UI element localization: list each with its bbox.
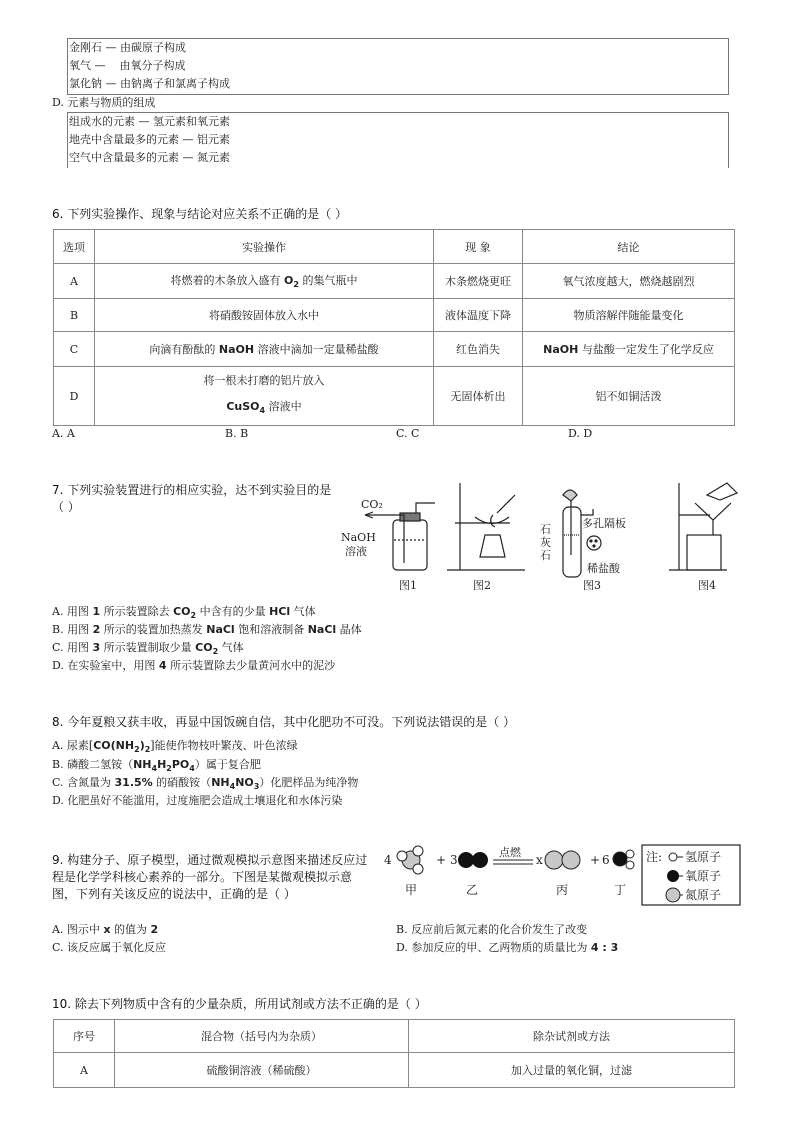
label-jia: 甲 <box>405 883 418 897</box>
q6-choice-b[interactable]: B. B <box>225 427 249 440</box>
q10-no: A <box>54 1053 115 1088</box>
molecule-yi <box>458 852 488 868</box>
legend-h-icon <box>669 853 677 861</box>
q8-option-b[interactable]: B. 磷酸二氢铵$(NH_4H_2PO_4)$属于复合肥 <box>52 758 261 774</box>
q6-phen: 红色消失 <box>434 332 523 367</box>
d-box-line: 组成水的元素 — 氢元素和氧元素 <box>69 115 230 128</box>
q10-method: 加入过量的氧化铜，过滤 <box>409 1053 735 1088</box>
q9-option-b[interactable]: B. 反应前后氮元素的化合价发生了改变 <box>396 923 588 936</box>
table-row <box>54 264 735 299</box>
d-box-line: 地壳中含量最多的元素 — 铝元素 <box>69 133 230 146</box>
q6-opt: C <box>54 332 95 367</box>
q6-header: 结论 <box>523 230 735 264</box>
legend-nitrogen: 氮原子 <box>685 888 722 902</box>
fig3-stone-3: 石 <box>540 549 551 562</box>
q10-title: 10. 除去下列物质中含有的少量杂质，所用试剂或方法不正确的是（ ） <box>52 997 427 1011</box>
reaction-arrow-lines <box>493 860 533 864</box>
q6-concl: 铝不如铜活泼 <box>523 367 735 426</box>
q7-option-d[interactable]: D. 在实验室中，用图 4 所示装置除去少量黄河水中的泥沙 <box>52 659 336 672</box>
q7-title-paren: （ ） <box>52 500 80 514</box>
q8-option-c[interactable]: C. 含氮量为 31.5% 的硝酸铵$(NH_4NO_3)$化肥样品为纯净物 <box>52 776 359 792</box>
q10-mix: 硫酸铜溶液（稀硫酸） <box>115 1053 409 1088</box>
q7-option-c[interactable]: C. 用图 3 所示装置制取少量 $CO_2$ 气体 <box>52 641 244 657</box>
q7-option-b[interactable]: B. 用图 2 所示的装置加热蒸发 NaCl 饱和溶液制备 NaCl 晶体 <box>52 623 362 636</box>
q6-header: 选项 <box>54 230 95 264</box>
molecule-bing <box>545 851 580 869</box>
q9-option-d[interactable]: D. 参加反应的甲、乙两物质的质量比为 4 : 3 <box>396 941 619 954</box>
fig4-filtration <box>669 483 737 570</box>
label-ding: 丁 <box>614 883 627 897</box>
fig3-stone-2: 灰 <box>540 536 551 549</box>
fig1-solution-label: 溶液 <box>345 545 367 558</box>
q6-op: 向滴有酚酞的 NaOH 溶液中滴加一定量稀盐酸 <box>95 332 434 367</box>
q6-op: 将硝酸铵固体放入水中 <box>95 299 434 332</box>
legend-o-icon <box>667 870 679 882</box>
plus-1: + <box>436 853 447 867</box>
q6-phen: 液体温度下降 <box>434 299 523 332</box>
q6-choice-a[interactable]: A. A <box>52 427 75 440</box>
q9-title-line: 图，下列有关该反应的说法中，正确的是（ ） <box>52 887 296 901</box>
fig1-co2-label: CO₂ <box>361 498 383 511</box>
legend-oxygen: 氧原子 <box>685 869 722 883</box>
fig1-naoh-label: NaOH <box>341 531 376 544</box>
q10-table <box>53 1019 735 1088</box>
molecule-jia <box>397 846 423 874</box>
top-box-line: 金刚石 — 由碳原子构成 <box>69 41 186 54</box>
q7-option-a[interactable]: A. 用图 1 所示装置除去 $CO_2$ 中含有的少量 HCl 气体 <box>52 605 316 621</box>
top-box <box>67 38 729 95</box>
fig2-evaporation <box>447 483 525 570</box>
q10-header-row <box>54 1020 735 1053</box>
coef-jia: 4 <box>384 853 392 867</box>
q7-title: 7. 下列实验装置进行的相应实验，达不到实验目的是 <box>52 483 332 497</box>
table-row <box>54 299 735 332</box>
q6-choice-c[interactable]: C. C <box>396 427 420 440</box>
label-bing: 丙 <box>556 883 569 897</box>
q10-header: 混合物（括号内为杂质） <box>115 1020 409 1053</box>
coef-ding: 6 <box>602 853 610 867</box>
top-box-line: 氧气 — 由氧分子构成 <box>69 59 186 72</box>
q6-concl: 物质溶解伴随能量变化 <box>523 299 735 332</box>
q6-op: 将一根未打磨的铝片放入 CuSO$_4$ 溶液中 <box>95 367 434 426</box>
fig3-porous-label: 多孔隔板 <box>582 517 626 530</box>
table-row <box>54 367 735 426</box>
q6-header: 现 象 <box>434 230 523 264</box>
label-yi: 乙 <box>466 883 479 897</box>
q9-option-c[interactable]: C. 该反应属于氧化反应 <box>52 941 167 954</box>
q6-choice-d[interactable]: D. D <box>568 427 593 440</box>
legend-n-icon <box>666 888 680 902</box>
fig4-caption: 图4 <box>698 579 716 592</box>
q6-header-row <box>54 230 735 264</box>
q9-option-a[interactable]: A. 图示中 x 的值为 2 <box>52 923 159 936</box>
q10-header: 除杂试剂或方法 <box>409 1020 735 1053</box>
q6-concl: NaOH 与盐酸一定发生了化学反应 <box>523 332 735 367</box>
fig1-caption: 图1 <box>399 579 417 592</box>
coef-bing: x <box>536 853 543 867</box>
q6-concl: 氧气浓度越大，燃烧越剧烈 <box>523 264 735 299</box>
legend-hydrogen: 氢原子 <box>685 850 722 864</box>
q6-opt: A <box>54 264 95 299</box>
q10-header: 序号 <box>54 1020 115 1053</box>
q6-title: 6. 下列实验操作、现象与结论对应关系不正确的是（ ） <box>52 207 348 221</box>
q8-option-d[interactable]: D. 化肥虽好不能滥用，过度施肥会造成土壤退化和水体污染 <box>52 794 343 807</box>
q6-header: 实验操作 <box>95 230 434 264</box>
plus-2: + <box>590 853 601 867</box>
fig3-caption: 图3 <box>583 579 601 592</box>
q9-reaction-figure <box>380 843 745 908</box>
q6-op: 将燃着的木条放入盛有 $O_2$ 的集气瓶中 <box>95 264 434 299</box>
q6-table <box>53 229 735 426</box>
table-row <box>54 332 735 367</box>
option-d-heading: D. 元素与物质的组成 <box>52 96 156 109</box>
fig2-caption: 图2 <box>473 579 491 592</box>
fig3-stone-1: 石 <box>540 523 551 536</box>
fig3-acid-label: 稀盐酸 <box>587 562 620 575</box>
q6-phen: 木条燃烧更旺 <box>434 264 523 299</box>
q6-phen: 无固体析出 <box>434 367 523 426</box>
legend-title: 注: <box>646 850 663 864</box>
q6-opt: B <box>54 299 95 332</box>
condition-ignite: 点燃 <box>499 846 521 859</box>
q8-option-a[interactable]: A. 尿素$[CO(NH_2)_2]$能使作物枝叶繁茂、叶色浓绿 <box>52 739 298 755</box>
d-box <box>67 112 729 168</box>
q8-title: 8. 今年夏粮又获丰收，再显中国饭碗自信，其中化肥功不可没。下列说法错误的是（ ） <box>52 715 516 729</box>
d-box-line: 空气中含量最多的元素 — 氮元素 <box>69 151 230 164</box>
q6-opt: D <box>54 367 95 426</box>
molecule-ding <box>613 850 634 869</box>
table-row <box>54 1053 735 1088</box>
coef-yi: 3 <box>450 853 458 867</box>
top-box-line: 氯化钠 — 由钠离子和氯离子构成 <box>69 77 230 90</box>
q7-apparatus-figure <box>335 475 745 600</box>
q9-title-line: 程是化学学科核心素养的一部分。下图是某微观模拟示意 <box>52 870 353 884</box>
q9-title-line: 9. 构建分子、原子模型，通过微观模拟示意图来描述反应过 <box>52 853 368 867</box>
